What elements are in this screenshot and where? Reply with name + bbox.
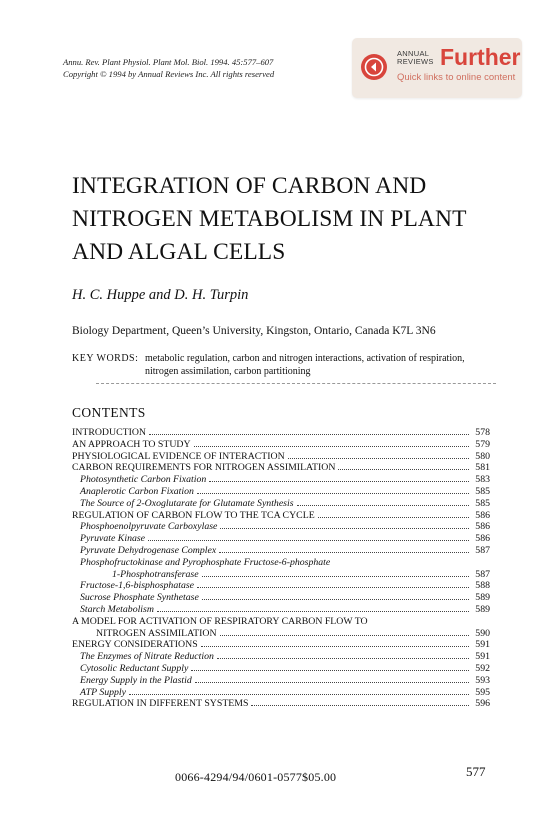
toc-entry[interactable]: ENERGY CONSIDERATIONS 591 [72,639,490,651]
title-line: AND ALGAL CELLS [72,239,286,265]
citation-block [63,56,353,80]
badge-subtitle[interactable]: Quick links to online content [397,72,516,83]
copyright-notice: Copyright © 1994 by Annual Reviews Inc. All rights reserved [63,69,275,79]
toc-subentry[interactable]: ATP Supply 595 [80,686,490,698]
toc-subentry[interactable]: Fructose-1,6-bisphosphatase 588 [80,580,490,592]
toc-entry[interactable]: REGULATION OF CARBON FLOW TO THE TCA CYCLE 586 [72,509,490,521]
page-number: 577 [466,764,486,779]
badge-annual-text: ANNUAL [397,49,430,58]
badge-publisher [397,50,434,66]
journal-citation: Annu. Rev. Plant Physiol. Plant Mol. Biol. 1994. 45:577–607 [63,57,274,67]
key-words-line: metabolic regulation, carbon and nitrogen interactions, activation of respiration, [145,353,465,364]
key-words-label: KEY WORDS: [72,353,139,364]
toc-subentry[interactable]: Pyruvate Dehydrogenase Complex 587 [80,544,490,556]
toc-entry[interactable]: PHYSIOLOGICAL EVIDENCE OF INTERACTION 580 [72,450,490,462]
contents-heading: CONTENTS [72,405,146,420]
toc-subentry[interactable]: The Enzymes of Nitrate Reduction 591 [80,651,490,663]
toc-entry[interactable]: CARBON REQUIREMENTS FOR NITROGEN ASSIMILATION 581 [72,462,490,474]
issn-code: 0066-4294/94/0601-0577$05.00 [175,770,337,784]
toc-subentry[interactable]: Pyruvate Kinase 586 [80,533,490,545]
table-of-contents [72,427,490,710]
toc-entry[interactable]: INTRODUCTION 578 [72,427,490,438]
toc-entry-continued[interactable]: NITROGEN ASSIMILATION 590 [96,627,490,639]
toc-entry[interactable]: A MODEL FOR ACTIVATION OF RESPIRATORY CARBON FLOW TO [72,615,368,627]
toc-subentry[interactable]: Photosynthetic Carbon Fixation 583 [80,474,490,486]
toc-entry[interactable]: REGULATION IN DIFFERENT SYSTEMS 596 [72,698,490,710]
key-words-divider [96,383,496,386]
toc-subentry[interactable]: Anaplerotic Carbon Fixation 585 [80,485,490,497]
toc-subentry[interactable]: Energy Supply in the Plastid 593 [80,674,490,686]
toc-subentry[interactable]: Sucrose Phosphate Synthetase 589 [80,592,490,604]
key-words-line: nitrogen assimilation, carbon partitioning [145,366,311,377]
badge-further-text: Further [440,44,521,70]
toc-subentry[interactable]: Phosphofructokinase and Pyrophosphate Fructose-6-phosphate [80,556,331,568]
author-affiliation: Biology Department, Queen’s University, Kingston, Ontario, Canada K7L 3N6 [72,325,436,337]
badge-reviews-text: REVIEWS [397,57,434,66]
toc-subentry[interactable]: Starch Metabolism 589 [80,603,490,615]
toc-subentry-continued[interactable]: 1-Phosphotransferase 587 [112,568,490,580]
play-arrow-icon [361,54,387,80]
article-authors: H. C. Huppe and D. H. Turpin [72,287,249,303]
article-title [72,170,492,269]
toc-subentry[interactable]: Cytosolic Reductant Supply 592 [80,662,490,674]
toc-subentry[interactable]: The Source of 2-Oxoglutarate for Glutamate Synthesis 585 [80,497,490,509]
title-line: INTEGRATION OF CARBON AND [72,173,427,199]
further-links-badge[interactable] [352,38,522,98]
toc-entry[interactable]: AN APPROACH TO STUDY 579 [72,438,490,450]
key-words-list [145,352,505,378]
title-line: NITROGEN METABOLISM IN PLANT [72,206,467,232]
toc-subentry[interactable]: Phosphoenolpyruvate Carboxylase 586 [80,521,490,533]
